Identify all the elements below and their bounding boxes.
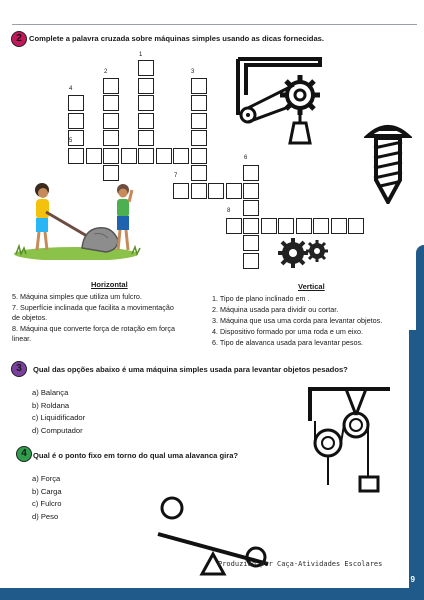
crossword-cell[interactable]: [103, 113, 119, 129]
crossword-cell[interactable]: [191, 113, 207, 129]
crossword-cell[interactable]: [156, 148, 172, 164]
crossword-cell[interactable]: [208, 183, 224, 199]
q3-option: b) Roldana: [32, 401, 70, 410]
grid-number-8: 8: [227, 208, 231, 214]
screw-illustration: [364, 122, 412, 204]
crossword-cell[interactable]: [296, 218, 312, 234]
crossword-cell[interactable]: [68, 95, 84, 111]
q4-option: b) Carga: [32, 487, 62, 496]
crossword-cell[interactable]: [191, 148, 207, 164]
page-number: 9: [410, 575, 415, 584]
vertical-heading: Vertical: [298, 282, 325, 291]
crossword-cell[interactable]: [173, 148, 189, 164]
gears-illustration: [278, 236, 330, 270]
vertical-clue: 6. Tipo de alavanca usada para levantar pesos.: [212, 338, 364, 347]
vertical-clue: 1. Tipo de plano inclinado em .: [212, 294, 310, 303]
crossword-cell[interactable]: [191, 183, 207, 199]
crossword-cell[interactable]: [348, 218, 364, 234]
crossword-cell[interactable]: [261, 218, 277, 234]
crossword-cell[interactable]: [173, 183, 189, 199]
q3-title: Qual das opções abaixo é uma máquina simples usada para levantar objetos pesados?: [33, 365, 348, 374]
grid-number-5: 5: [69, 138, 73, 144]
q3-option: d) Computador: [32, 426, 83, 435]
crossword-cell[interactable]: [103, 78, 119, 94]
q4-option: c) Fulcro: [32, 499, 62, 508]
crossword-cell[interactable]: [86, 148, 102, 164]
crossword-cell[interactable]: [138, 78, 154, 94]
crossword-cell[interactable]: [103, 165, 119, 181]
crossword-cell[interactable]: [191, 165, 207, 181]
q3-option: a) Balança: [32, 388, 69, 397]
crossword-cell[interactable]: [243, 183, 259, 199]
crossword-cell[interactable]: [243, 165, 259, 181]
crossword-cell[interactable]: [243, 218, 259, 234]
crossword-cell[interactable]: [121, 148, 137, 164]
grid-number-6: 6: [244, 155, 248, 161]
horizontal-clue: 8. Máquina que converte força de rotação em força: [12, 323, 176, 333]
crossword-cell[interactable]: [68, 113, 84, 129]
question-badge-4: 4: [16, 446, 32, 462]
vertical-clue: 4. Dispositivo formado por uma roda e um eixo.: [212, 327, 364, 336]
pulley-gear-illustration: [232, 55, 324, 145]
horizontal-clue: de objetos.: [12, 313, 48, 322]
question-badge-3: 3: [11, 361, 27, 377]
footer-credit: Produzido por Caça-Atividades Escolares: [218, 560, 383, 568]
pulley-system-illustration: [306, 385, 392, 493]
crossword-cell[interactable]: [103, 95, 119, 111]
lever-seesaw-illustration: [150, 492, 275, 582]
q4-option: a) Força: [32, 474, 61, 483]
crossword-cell[interactable]: [138, 60, 154, 76]
grid-number-2: 2: [104, 69, 108, 75]
crossword-cell[interactable]: [243, 235, 259, 251]
children-lever-illustration: [14, 182, 146, 260]
bottom-bar: [0, 588, 424, 600]
side-accent: [416, 245, 424, 335]
grid-number-4: 4: [69, 86, 73, 92]
crossword-cell[interactable]: [226, 218, 242, 234]
q4-title: Qual é o ponto fixo em torno do qual uma alavanca gira?: [33, 451, 239, 460]
crossword-cell[interactable]: [138, 113, 154, 129]
crossword-cell[interactable]: [138, 130, 154, 146]
horizontal-clue: 5. Máquina simples que utiliza um fulcro.: [12, 292, 142, 301]
crossword-cell[interactable]: [226, 183, 242, 199]
crossword-cell[interactable]: [138, 95, 154, 111]
q4-option: d) Peso: [32, 512, 59, 521]
top-divider: [12, 24, 417, 25]
crossword-cell[interactable]: [331, 218, 347, 234]
vertical-clue: 3. Máquina que usa uma corda para levantar objetos.: [212, 316, 383, 325]
question-badge-2: 2: [11, 31, 27, 47]
grid-number-1: 1: [139, 52, 143, 58]
crossword-cell[interactable]: [313, 218, 329, 234]
horizontal-heading: Horizontal: [91, 280, 128, 289]
side-bar: [409, 330, 424, 600]
q3-option: c) Liquidificador: [32, 413, 86, 422]
crossword-cell[interactable]: [68, 148, 84, 164]
vertical-clue: 2. Máquina usada para dividir ou cortar.: [212, 305, 339, 314]
crossword-cell[interactable]: [243, 200, 259, 216]
horizontal-clue: linear.: [12, 334, 32, 343]
crossword-cell[interactable]: [138, 148, 154, 164]
horizontal-clue: 7. Superfície inclinada que facilita a movimentação: [12, 302, 174, 312]
q2-title: Complete a palavra cruzada sobre máquinas simples usando as dicas fornecidas.: [29, 34, 324, 43]
grid-number-3: 3: [191, 69, 195, 75]
crossword-cell[interactable]: [243, 253, 259, 269]
crossword-cell[interactable]: [191, 78, 207, 94]
crossword-cell[interactable]: [191, 130, 207, 146]
crossword-cell[interactable]: [191, 95, 207, 111]
crossword-cell[interactable]: [278, 218, 294, 234]
crossword-cell[interactable]: [103, 148, 119, 164]
grid-number-7: 7: [174, 173, 178, 179]
crossword-cell[interactable]: [103, 130, 119, 146]
